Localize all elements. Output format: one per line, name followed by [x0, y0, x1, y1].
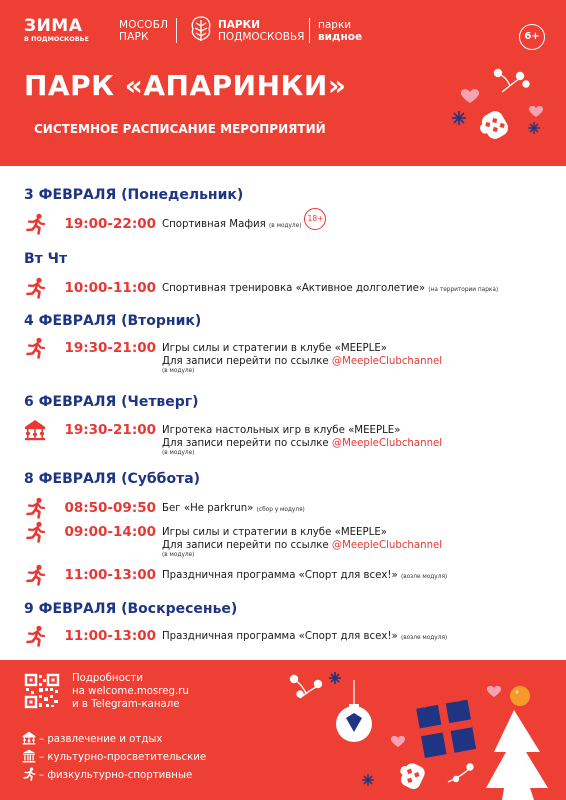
- event-time: 08:50-09:50: [64, 500, 156, 516]
- telegram-link[interactable]: @MeepleClubchannel: [331, 438, 443, 449]
- logo-mosobl-line1: МОСОБЛ: [119, 19, 169, 31]
- info-text: [72, 672, 189, 711]
- event-location-note: (в модуле): [162, 368, 195, 374]
- logo-zima-subtext: В ПОДМОСКОВЬЕ: [24, 35, 89, 43]
- logo-vidnoe-line2: видное: [318, 31, 363, 43]
- event-text: Для записи перейти по ссылке: [162, 540, 332, 551]
- snowflake-icon: [528, 122, 540, 134]
- age-restriction-badge: 18+: [304, 208, 326, 230]
- event-text: Праздничная программа «Спорт для всех!»: [162, 570, 398, 581]
- event-location-note: (в модуле): [162, 450, 195, 456]
- event-text: Бег «Не parkrun»: [162, 503, 254, 514]
- footer-banner: [0, 660, 566, 800]
- event-line: [162, 424, 497, 437]
- qr-code-icon[interactable]: [24, 673, 60, 709]
- ornament-icon: [336, 680, 372, 742]
- event-time: 11:00-13:00: [64, 628, 156, 644]
- event-location-note: (сбор у модуля): [256, 507, 305, 513]
- event-text: Для записи перейти по ссылке: [162, 438, 332, 449]
- park-emblem-icon: [187, 14, 215, 44]
- event-location-note: (в модуле): [162, 552, 195, 558]
- event-description: [162, 424, 497, 457]
- event-time: 09:00-14:00: [64, 524, 156, 540]
- orange-icon: [510, 686, 530, 706]
- header-banner: [0, 0, 566, 166]
- page-subtitle: СИСТЕМНОЕ РАСПИСАНИЕ МЕРОПРИЯТИЙ: [34, 122, 326, 136]
- carousel-icon: [22, 731, 36, 745]
- logo-zima-text: ЗИМА: [24, 16, 83, 36]
- event-time: 11:00-13:00: [64, 567, 156, 583]
- info-line1: Подробности: [72, 673, 143, 684]
- runner-icon: [24, 337, 46, 359]
- berry-branch-icon: [495, 70, 530, 93]
- event-text: Игры силы и стратегии в клубе «MEEPLE»: [162, 343, 387, 354]
- carousel-icon: [22, 734, 39, 745]
- christmas-tree-icon: [486, 710, 548, 800]
- event-time: 19:30-21:00: [64, 340, 156, 356]
- age-rating-badge: 6+: [519, 24, 545, 50]
- legend-label: – культурно-просветительские: [39, 752, 207, 763]
- runner-icon: [22, 770, 39, 781]
- event-text: Спортивная Мафия: [162, 219, 266, 230]
- legend-item: [22, 732, 162, 746]
- event-text: Спортивная тренировка «Активное долголетие»: [162, 283, 426, 294]
- logo-parki-line2: ПОДМОСКОВЬЯ: [218, 31, 305, 43]
- event-location-note: (в модуле): [269, 223, 302, 229]
- logo-divider: [309, 18, 310, 43]
- event-text: Игротека настольных игр в клубе «MEEPLE»: [162, 425, 401, 436]
- day-title: 8 ФЕВРАЛЯ (Суббота): [24, 471, 201, 487]
- event-line: [162, 630, 497, 645]
- museum-icon: [22, 752, 39, 763]
- event-line: [162, 437, 497, 450]
- snowflake-icon: [329, 672, 341, 684]
- event-text: Для записи перейти по ссылке: [162, 356, 332, 367]
- event-description: [162, 630, 497, 645]
- event-line: [162, 569, 497, 584]
- runner-icon: [24, 521, 46, 543]
- info-line2[interactable]: на welcome.mosreg.ru: [72, 686, 189, 697]
- event-line: [162, 355, 497, 368]
- heart-icon: [487, 686, 501, 697]
- logo-zima: [24, 18, 89, 43]
- legend-item: [22, 750, 206, 764]
- mitten-icon: [476, 108, 512, 144]
- day-title: 4 ФЕВРАЛЯ (Вторник): [24, 313, 202, 329]
- event-line: [162, 214, 497, 240]
- event-description: [162, 569, 497, 584]
- logo-mosoblpark: [119, 19, 168, 43]
- logo-divider: [176, 18, 177, 43]
- event-time: 19:00-22:00: [64, 216, 156, 232]
- snowflake-icon: [452, 111, 466, 125]
- runner-icon: [24, 497, 46, 519]
- event-description: [162, 502, 497, 517]
- runner-icon: [24, 625, 46, 647]
- event-text: Праздничная программа «Спорт для всех!»: [162, 631, 398, 642]
- logo-mosobl-line2: ПАРК: [119, 31, 149, 43]
- mitten-icon: [395, 759, 427, 791]
- event-line: [162, 502, 497, 517]
- logo-parki-line1: ПАРКИ: [218, 19, 260, 31]
- berry-branch-icon: [291, 676, 322, 699]
- gift-box-icon: [415, 691, 476, 758]
- legend-item: [22, 768, 192, 782]
- day-title: 3 ФЕВРАЛЯ (Понедельник): [24, 187, 244, 203]
- snowflake-icon: [362, 774, 374, 786]
- legend-label: – развлечение и отдых: [39, 734, 163, 745]
- day-title: Вт Чт: [24, 251, 68, 267]
- runner-icon: [24, 277, 46, 299]
- runner-icon: [22, 767, 36, 781]
- page-title: ПАРК «АПАРИНКИ»: [24, 69, 347, 102]
- event-time: 19:30-21:00: [64, 422, 156, 438]
- legend-label: – физкультурно-спортивные: [39, 770, 193, 781]
- event-line: [162, 342, 497, 355]
- heart-icon: [529, 106, 543, 117]
- event-time: 10:00-11:00: [64, 280, 156, 296]
- runner-icon: [24, 564, 46, 586]
- day-title: 6 ФЕВРАЛЯ (Четверг): [24, 394, 199, 410]
- event-line: [162, 282, 497, 297]
- info-line3: и в Telegram-канале: [72, 699, 180, 710]
- runner-icon: [24, 213, 46, 235]
- event-line: [162, 539, 497, 552]
- heart-icon: [461, 89, 479, 103]
- logo-vidnoe-line1: парки: [318, 19, 352, 31]
- telegram-link[interactable]: @MeepleClubchannel: [331, 540, 443, 551]
- carousel-icon: [24, 419, 46, 441]
- event-line: [162, 526, 497, 539]
- event-description: [162, 282, 497, 297]
- telegram-link[interactable]: @MeepleClubchannel: [331, 356, 443, 367]
- heart-icon: [391, 736, 405, 747]
- event-description: [162, 526, 497, 559]
- event-text: Игры силы и стратегии в клубе «MEEPLE»: [162, 527, 387, 538]
- day-title: 9 ФЕВРАЛЯ (Воскресенье): [24, 601, 238, 617]
- logo-parki-vidnoe: [318, 19, 362, 43]
- event-description: [162, 214, 497, 240]
- event-location-note: (возле модуля): [400, 574, 448, 580]
- event-location-note: (на территории парка): [428, 287, 499, 293]
- event-description: [162, 342, 497, 375]
- berry-branch-icon: [448, 764, 473, 782]
- event-location-note: (возле модуля): [400, 635, 448, 641]
- museum-icon: [22, 749, 36, 763]
